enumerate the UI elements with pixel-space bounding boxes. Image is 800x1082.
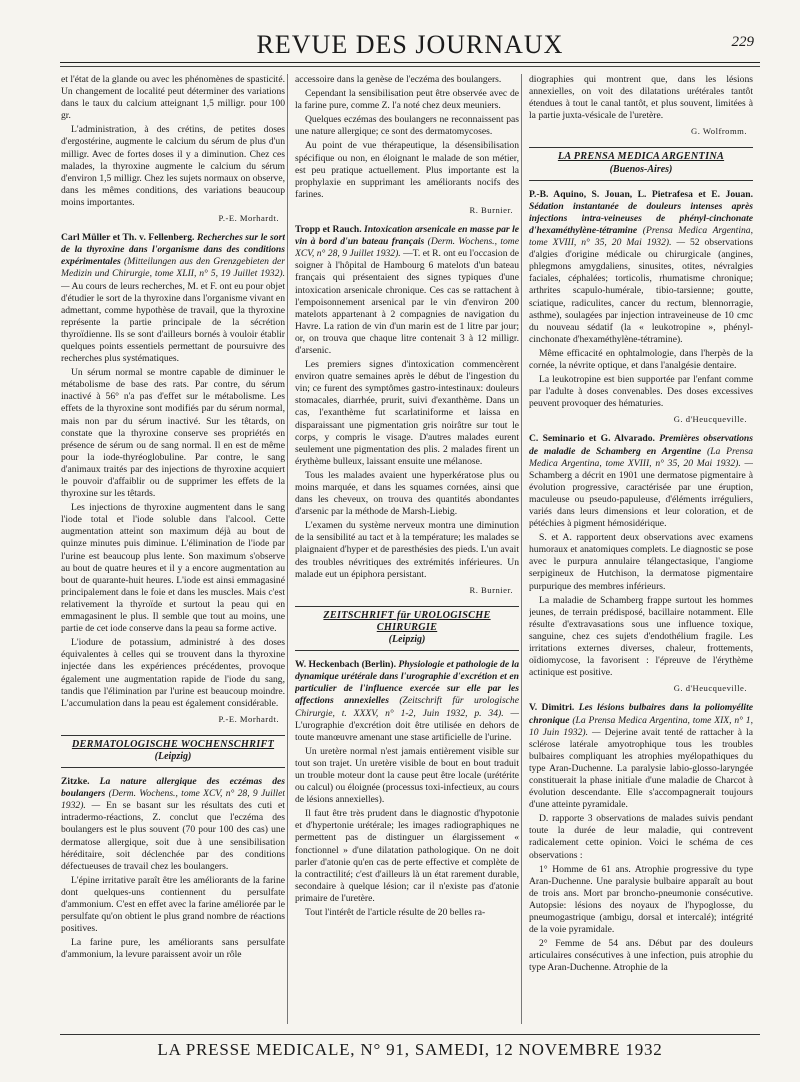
paragraph: S. et A. rapportent deux observations avec examens humoraux et anatomiques complets. Le diagnostic se pose avec le purpura annulaire télangectasique, l'angiome serpigineux de Hutchison, la dermatose pigmentaire purpurique des membres inférieurs. — [529, 532, 753, 592]
review-entry — [295, 224, 519, 357]
signature: P.-E. Morhardt. — [218, 213, 279, 224]
signature: G. d'Heucqueville. — [673, 683, 747, 694]
paragraph: L'épine irritative paraît être les améliorants de la farine dont quelques-uns contiennent du persulfate d'ammonium. C'est en effet avec la farine améliorée par le persulfate qu'on obtient le plus grand nombre de réactions positives. — [61, 874, 285, 935]
entry-reference: (Derm. Wochens., tome XCV, n° 28, 9 Juillet 1932). — — [61, 788, 285, 812]
paragraph: Les injections de thyroxine augmentent dans le sang l'iode total et l'iode soluble dans l'alcool. Cette augmentation atteint son maximum déjà au bout de quinze minutes puis diminue. L'élimination de l'iode par l'urine est beaucoup plus lente. Son maximum s'observe au bout de quatre heures et il y a encore augmentation au bout de quarante-huit heures. L'iode est ainsi emmagasiné principalement dans le foie et dans les muscles. Mais c'est relativement la thyroïde et surtout la peau qui en emmagasinent le plus. Il semble que tout au moins, une partie de cet iode conserve dans la peau sa forme active. — [61, 502, 285, 635]
entry-title: Premières observations de maladie de Schamberg en Argentine — [529, 433, 753, 457]
review-entry — [529, 189, 753, 346]
entry-text: En se basant sur les résultats des cuti et intradermo-réactions, Z. conclut que l'eczéma des boulangers est le plus souvent (70 pour 100 des cas) une dermatose allergique, soit due à une sensibilisation héréditaire, soit déclenchée par des conditions défectueuses de travail chez les boulangers. — [61, 800, 285, 872]
entry-reference: (Mitteilungen aus den Grenzgebieten der Medizin und Chirurgie, tome XLII, n° 5, 19 Juillet 1932). — — [61, 256, 285, 292]
entry-title: Sédation instantanée de douleurs intenses après injections intra-veineuses de phényl-cinchonate d'hexaméthylène-tétramine — [529, 200, 753, 236]
paragraph: Les premiers signes d'intoxication commencèrent environ quatre semaines après le début de l'ingestion du vin; ce furent des symptômes gastro-intestinaux: douleurs stomacales, diarrhée, prurit, suivi d'exanthème. Dans un cas, l'exanthème fut scarlatiniforme et laissa en disparaissant une pigmentation gris noirâtre sur tout le corps, y compris le visage. D'autres malades eurent seulement une pigmentation des plis. 2 malades firent un érythème bulleux, laissant ensuite une mélanose. — [295, 359, 519, 467]
entry-text: —T. et R. ont eu l'occasion de soigner à l'hôpital de Hambourg 6 matelots d'un bateau français qui présentaient des signes typiques d'une intoxication arsenicale chronique. Ces cas se rattachent à l'empoisonnement arsenical par le vin d'environ 200 matelots appartenant à 2 compagnies de navigation du Havre. La ration de vin d'un marin est de 1 litre par jour; or, on trouva que chaque litre contenait 3 à 12 milligr. d'arsenic. — [295, 248, 519, 356]
entry-authors: C. Seminario et G. Alvarado. — [529, 433, 655, 445]
paragraph: La maladie de Schamberg frappe surtout les hommes jeunes, de terrain prédisposé, bacillaire notamment. Elle résulte d'extravasations sous une influence toxique, sanguine, chez ces sujets d'endothélium fragile. Les irritations externes diverses, chaleur, frottements, oïdiomycose, la favorisent : l'épreuve de l'érythème actinique est positive. — [529, 594, 753, 679]
paragraph: D. rapporte 3 observations de malades suivis pendant toute la durée de leur maladie, qui contrevent radicalement cette opinion. Voici le schéma de ces observations : — [529, 813, 753, 861]
page-header — [60, 28, 760, 63]
entry-reference: (La Prensa Medica Argentina, tome XIX, n° 1, 10 Juin 1932). — — [529, 714, 753, 738]
signature: R. Burnier. — [469, 204, 513, 215]
entry-title: Les lésions bulbaires dans la poliomyélite chronique — [529, 702, 753, 726]
paragraph: Tous les malades avaient une hyperkératose plus ou moins marquée, et dans les squames cornées, ainsi que dans les cheveux, on trouva des quantités abondantes d'arsenic par la méthode de Marsh-Liebig. — [295, 469, 519, 518]
entry-authors: V. Dimitri. — [529, 702, 575, 714]
entry-title: Physiologie et pathologie de la dynamique urétérale dans l'urographie d'excrétion et en particulier de l'influence exercée sur elle par les affections annexielles — [295, 659, 519, 707]
paragraph: Au point de vue thérapeutique, la désensibilisation spécifique ou non, en éloignant le malade de son métier, est peu pratique actuellement. Plus importante est la prophylaxie en supprimant les améliorants nocifs des farines. — [295, 140, 519, 200]
paragraph: L'iodure de potassium, administré à des doses équivalentes à celles qui se trouvent dans la thyroxine injectée dans les expériences précédentes, provoque également une augmentation rapide de l'iode du sang, tandis que l'élimination par l'urine est beaucoup moindre. L'accumulation dans la peau est également considérable. — [61, 637, 285, 709]
entry-authors: Zitzke. — [61, 776, 90, 788]
entry-reference: (Prensa Medica Argentina, tome XVIII, n° 35, 20 Mai 1932). — — [529, 224, 753, 249]
journal-city: (Leipzig) — [154, 750, 192, 762]
journal-heading — [61, 735, 285, 768]
paragraph: Cependant la sensibilisation peut être observée avec de la farine pure, comme Z. l'a noté chez deux meuniers. — [295, 88, 519, 112]
entry-reference: (Derm. Wochens., tome XCV, n° 28, 9 Juillet 1932). — [295, 236, 519, 260]
signature: P.-E. Morhardt. — [218, 713, 279, 724]
journal-name: ZEITSCHRIFT für UROLOGISCHE CHIRURGIE — [323, 609, 491, 633]
paragraph: 2° Femme de 54 ans. Début par des douleurs articulaires consécutives à une infection, puis atrophie du type Aran-Duchenne. Atrophie de la — [529, 938, 753, 974]
page-footer: LA PRESSE MEDICALE, N° 91, SAMEDI, 12 NOVEMBRE 1932 — [157, 1040, 663, 1059]
review-entry — [61, 232, 285, 365]
column-2 — [295, 74, 519, 1024]
journal-heading — [529, 147, 753, 180]
entry-reference: (Zeitschrift für urologische Chirurgie, t. XXXV, n° 1-2, Juin 1932, p. 34). — — [295, 695, 519, 719]
column-divider — [287, 74, 288, 1024]
entry-text: 52 observations d'algies d'origine médicale ou chirurgicale (angines, phlegmons amygdaliens, sinusites, otites, névralgies faciales, céphalées; torticolis, rhumatisme chronique; arthrites scapulo-humérale, tibio-tarsienne; goutte, sciatique, radiculites, cancer du rectum, blennorragie, asthme), soulagées par injection intraveineuse de 10 cmc du nouveau sédatif (la « leukotropine », phényl-cinchonate d'hexaméthylène-tétramine). — [529, 237, 753, 345]
paragraph: et l'état de la glande ou avec les phénomènes de spasticité. Un changement de localité peut déterminer des variations dans le taux du calcium atteignant 1,5 milligr. pour 100 gr. — [61, 74, 285, 122]
page-number: 229 — [731, 34, 754, 50]
paragraph: La leukotropine est bien supportée par l'enfant comme par l'adulte à doses convenables. Des doses excessives peuvent provoquer des hématuries. — [529, 374, 753, 410]
review-entry — [529, 702, 753, 811]
paragraph: L'administration, à des crétins, de petites doses d'ergostérine, augmente le calcium du sérum de plus d'un milligr. Avec de fortes doses il y a diminution. Chez ces malades, la thyroxine augmente le calcium du sérum d'environ 1,5 milligr. Chez les sujets normaux on observe, dans les mêmes conditions, des variations beaucoup moins importantes. — [61, 124, 285, 208]
entry-authors: W. Heckenbach (Berlin). — [295, 659, 396, 671]
review-entry — [529, 433, 753, 530]
column-3 — [529, 74, 753, 1024]
entry-title: La nature allergique des eczémas des boulangers — [61, 776, 285, 800]
entry-text: Au cours de leurs recherches, M. et F. ont eu pour objet d'étudier le sort de la thyroxine dans l'organisme vivant en admettant, comme hypothèse de travail, que la thyroxine représente la partie principale de la sécrétion thyroïdienne. Ils se sont d'ailleurs bornés à vouloir établir quelques points essentiels permettant de poursuivre des recherches plus systématiques. — [61, 280, 285, 365]
journal-city: (Leipzig) — [388, 634, 426, 646]
paragraph: Même efficacité en ophtalmologie, dans l'herpès de la cornée, la névrite optique, et dans l'analgésie dentaire. — [529, 347, 753, 371]
signature: R. Burnier. — [469, 584, 513, 595]
journal-city: (Buenos-Aires) — [609, 163, 673, 175]
journal-heading — [295, 606, 519, 651]
entry-text: Schamberg a décrit en 1901 une dermatose pigmentaire à évolution progressive, caractérisée par une éruption, maculeuse ou pseudo-papuleuse, d'éléments irréguliers, variés dans leurs dimensions et leur coloration, et de pétéchies à pigment hémosidérique. — [529, 469, 753, 530]
review-entry — [61, 776, 285, 873]
paragraph: 1° Homme de 61 ans. Atrophie progressive du type Aran-Duchenne. Une paralysie bulbaire apparaît au bout de trois ans. Mort par broncho-pneumonie consécutive. Autopsie: lésions des noyaux de l'hypoglosse, du pneumogastrique (ambigu, dorsal et intercalé); intégrité de la voie pyramidale. — [529, 863, 753, 936]
journal-name: DERMATOLOGISCHE WOCHENSCHRIFT — [71, 738, 275, 750]
header-rule — [60, 66, 760, 67]
column-1 — [61, 74, 285, 1024]
entry-authors: P.-B. Aquino, S. Jouan, L. Pietrafesa et E. Jouan. — [529, 188, 753, 200]
paragraph: Quelques eczémas des boulangers ne reconnaissent pas une nature allergique; ce sont des dermatomycoses. — [295, 114, 519, 138]
paragraph: Tout l'intérêt de l'article résulte de 20 belles ra- — [305, 907, 486, 918]
signature: G. d'Heucqueville. — [673, 414, 747, 425]
journal-name: LA PRENSA MEDICA ARGENTINA — [557, 151, 725, 163]
running-title: REVUE DES JOURNAUX — [256, 30, 564, 59]
paragraph: Il faut être très prudent dans le diagnostic d'hypotonie et d'hypertonie urétérale; les images radiographiques ne permettent pas de distinguer un élargissement « fonctionnel » d'une dilatation pathologique. On ne doit parler d'atonie qu'en cas de perte effective et complète de la contractilité; c'est d'ailleurs là un état rarement durable, secondaire à quelque lésion; car il n'existe pas d'atonie primaire de l'uretère. — [295, 808, 519, 904]
column-divider — [521, 74, 522, 1024]
paragraph: L'examen du système nerveux montra une diminution de la sensibilité au tact et à la température; les malades se plaignaient d'hyper et de paresthésies des pieds. L'un avait des troubles névritiques des extrémités inférieures. Un malade eut un épiphora persistant. — [295, 520, 519, 580]
review-entry — [295, 659, 519, 744]
paragraph: accessoire dans la genèse de l'eczéma des boulangers. — [295, 74, 502, 85]
footer-rule — [60, 1034, 760, 1035]
entry-title: Intoxication arsenicale en masse par le vin à bord d'un bateau français — [295, 224, 519, 248]
entry-text: L'urographie d'excrétion doit être utilisée en dehors de toute manœuvre amenant une stase artificielle de l'urine. — [295, 719, 519, 743]
entry-authors: Tropp et Rauch. — [295, 224, 362, 236]
entry-title: Recherches sur le sort de la thyroxine dans l'organisme dans des conditions expérimentales — [61, 232, 285, 268]
paragraph: La farine pure, les améliorants sans persulfate d'ammonium, la levure paraissent avoir un rôle — [61, 937, 285, 961]
entry-text: Dejerine avait tenté de rattacher à la sclérose latérale amyotrophique tous les troubles bulbaires compliquant les atrophies myélopathiques du type Aran-Duchenne. La paralysie labio-glosso-laryngée constituerait la phase initiale d'une maladie de Charcot à évolution descendante. Elle s'accompagnerait toujours d'une atteinte pyramidale. — [529, 726, 753, 811]
entry-reference: (La Prensa Medica Argentina, tome XVIII, n° 35, 20 Mai 1932). — — [529, 445, 753, 469]
paragraph: Un sérum normal se montre capable de diminuer le métabolisme de base des rats. Par contre, du sérum inactivé à 56° n'a pas d'effet sur le métabolisme. Les effets de la thyroxine sont modifiés par du sérum normal, mais non par du sérum inactivé. Sur les têtards, on constate que la thyroxine conserve ses propriétés en présence de sérum ou de sang normal. Il en est de même pour la iode-thyréoglobuline. Par contre, le sang d'animaux traités par des injections de thyroxine acquiert le pouvoir d'affaiblir ou de supprimer les effets de la thyroxine sur les têtards. — [61, 367, 285, 500]
paragraph: diographies qui montrent que, dans les lésions annexielles, on voit des dilatations urétérales tantôt étendues à tout le canal tantôt, et plus souvent, limitées à la partie juxta-vésicale de l'uretère. — [529, 74, 753, 122]
signature: G. Wolfromm. — [691, 126, 747, 137]
entry-authors: Carl Müller et Th. v. Fellenberg. — [61, 232, 195, 244]
paragraph: Un uretère normal n'est jamais entièrement visible sur tout son trajet. Un uretère visible de bout en bout traduit un trouble moteur dont la cause peut être locale (urétérite ou calcul) ou éloignée (processus toxi-infectieux, au cours de lésions annexielles). — [295, 745, 519, 806]
